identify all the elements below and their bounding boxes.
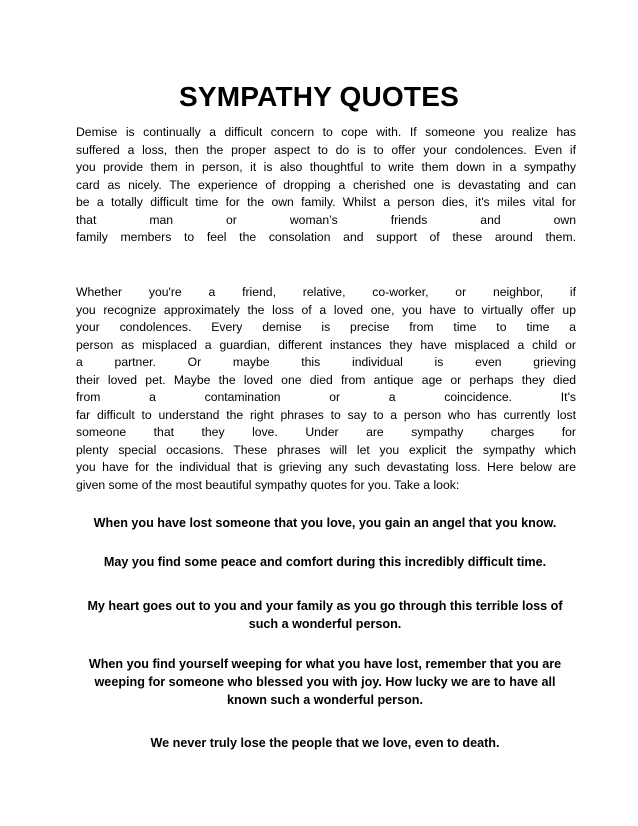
sympathy-quote [40, 514, 610, 532]
quote-line: such a wonderful person. [248, 617, 402, 631]
paragraph-line: be a totally difficult time for the own family. Whilst a person dies, it's miles vital for [76, 195, 576, 209]
paragraph-line: far difficult to understand the right phrases to say to a person who has currently lost [76, 407, 576, 422]
paragraph-line: a partner. Or maybe this individual is even grieving [76, 355, 576, 369]
intro-paragraph [76, 124, 576, 247]
paragraph-line: you recognize approximately the loss of a loved one, you have to virtually offer up [76, 302, 576, 317]
paragraph-line: Whether you're a friend, relative, co-worker, or neighbor, if [76, 285, 576, 299]
paragraph-line: their loved pet. Maybe the loved one died from antique age or perhaps they died [76, 372, 576, 387]
paragraph-line: you provide them in person, it is also thoughtful to write them down in a sympathy [76, 160, 576, 174]
sympathy-quote [40, 734, 610, 752]
sympathy-quote [40, 655, 610, 709]
quote-line: When you have lost someone that you love, you gain an angel that you know. [93, 516, 557, 530]
document-title: SYMPATHY QUOTES [179, 81, 459, 112]
quote-line: known such a wonderful person. [227, 693, 423, 707]
quote-line: We never truly lose the people that we love, even to death. [150, 736, 500, 750]
paragraph-line: that man or woman’s friends and own [76, 212, 576, 227]
quote-line: weeping for someone who blessed you with joy. How lucky we are to have all [94, 675, 556, 689]
paragraph-line: card as nicely. The experience of dropping a cherished one is devastating and can [76, 177, 576, 192]
sympathy-quote [40, 597, 610, 633]
quote-line: My heart goes out to you and your family as you go through this terrible loss of [87, 599, 563, 613]
paragraph-line: from a contamination or a coincidence. It's [76, 390, 576, 404]
paragraph-line: Demise is continually a difficult concern to cope with. If someone you realize has [76, 125, 576, 139]
quote-line: When you find yourself weeping for what you have lost, remember that you are [88, 657, 562, 671]
paragraph-line: family members to feel the consolation and support of these around them. [76, 230, 576, 244]
paragraph-line: your condolences. Every demise is precise from time to time a [76, 320, 576, 334]
paragraph-line: someone that they love. Under are sympathy charges for [76, 425, 576, 439]
paragraph-line: you have for the individual that is grieving any such devastating loss. Here below are [76, 460, 576, 474]
sympathy-quote [40, 553, 610, 571]
paragraph-line: person as misplaced a guardian, different instances they have misplaced a child or [76, 337, 576, 352]
second-paragraph [76, 284, 576, 494]
paragraph-line: suffered a loss, then the proper aspect to do is to offer your condolences. Even if [76, 142, 576, 157]
paragraph-line: plenty special occasions. These phrases will let you explicit the sympathy which [76, 442, 576, 457]
paragraph-line: given some of the most beautiful sympathy quotes for you. Take a look: [76, 477, 460, 492]
quote-line: May you find some peace and comfort during this incredibly difficult time. [103, 555, 547, 569]
